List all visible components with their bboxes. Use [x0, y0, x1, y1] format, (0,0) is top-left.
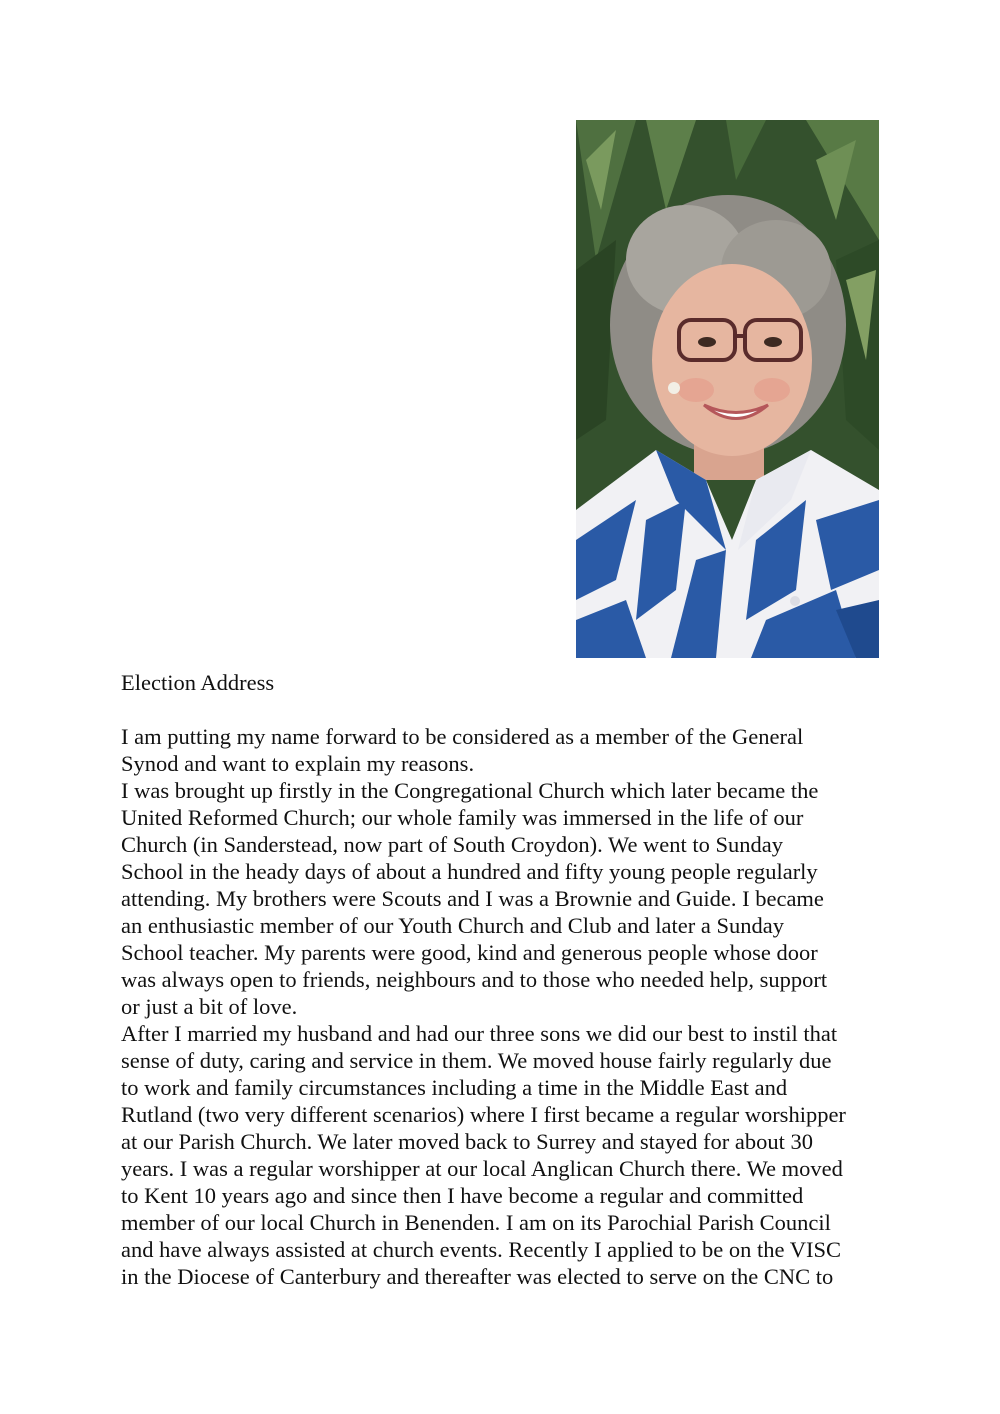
document-heading: Election Address: [121, 670, 275, 695]
body-line: I was brought up firstly in the Congregational Church which later became the: [121, 778, 819, 803]
body-line: sense of duty, caring and service in them. We moved house fairly regularly due: [121, 1048, 832, 1073]
body-line: and have always assisted at church events. Recently I applied to be on the VISC: [121, 1237, 842, 1262]
body-line: Rutland (two very different scenarios) where I first became a regular worshipper: [121, 1102, 846, 1127]
body-line: or just a bit of love.: [121, 994, 298, 1019]
body-line: was always open to friends, neighbours and to those who needed help, support: [121, 967, 828, 992]
body-line: years. I was a regular worshipper at our local Anglican Church there. We moved: [121, 1156, 843, 1181]
body-line: Synod and want to explain my reasons.: [121, 751, 475, 776]
body-line: attending. My brothers were Scouts and I was a Brownie and Guide. I became: [121, 886, 824, 911]
body-line: School teacher. My parents were good, kind and generous people whose door: [121, 940, 818, 965]
body-line: to Kent 10 years ago and since then I have become a regular and committed: [121, 1183, 804, 1208]
body-line: member of our local Church in Benenden. I am on its Parochial Parish Council: [121, 1210, 831, 1235]
portrait-image: [576, 120, 879, 658]
body-line: After I married my husband and had our three sons we did our best to instil that: [121, 1021, 838, 1046]
body-line: Church (in Sanderstead, now part of South Croydon). We went to Sunday: [121, 832, 784, 857]
body-line: School in the heady days of about a hundred and fifty young people regularly: [121, 859, 818, 884]
body-line: an enthusiastic member of our Youth Church and Club and later a Sunday: [121, 913, 785, 938]
election-address-body: [121, 723, 891, 1290]
candidate-portrait-photo: [576, 120, 879, 658]
body-line: at our Parish Church. We later moved back to Surrey and stayed for about 30: [121, 1129, 813, 1154]
body-line: United Reformed Church; our whole family was immersed in the life of our: [121, 805, 804, 830]
body-line: to work and family circumstances including a time in the Middle East and: [121, 1075, 788, 1100]
body-line: in the Diocese of Canterbury and thereafter was elected to serve on the CNC to: [121, 1264, 834, 1289]
body-line: I am putting my name forward to be considered as a member of the General: [121, 724, 804, 749]
